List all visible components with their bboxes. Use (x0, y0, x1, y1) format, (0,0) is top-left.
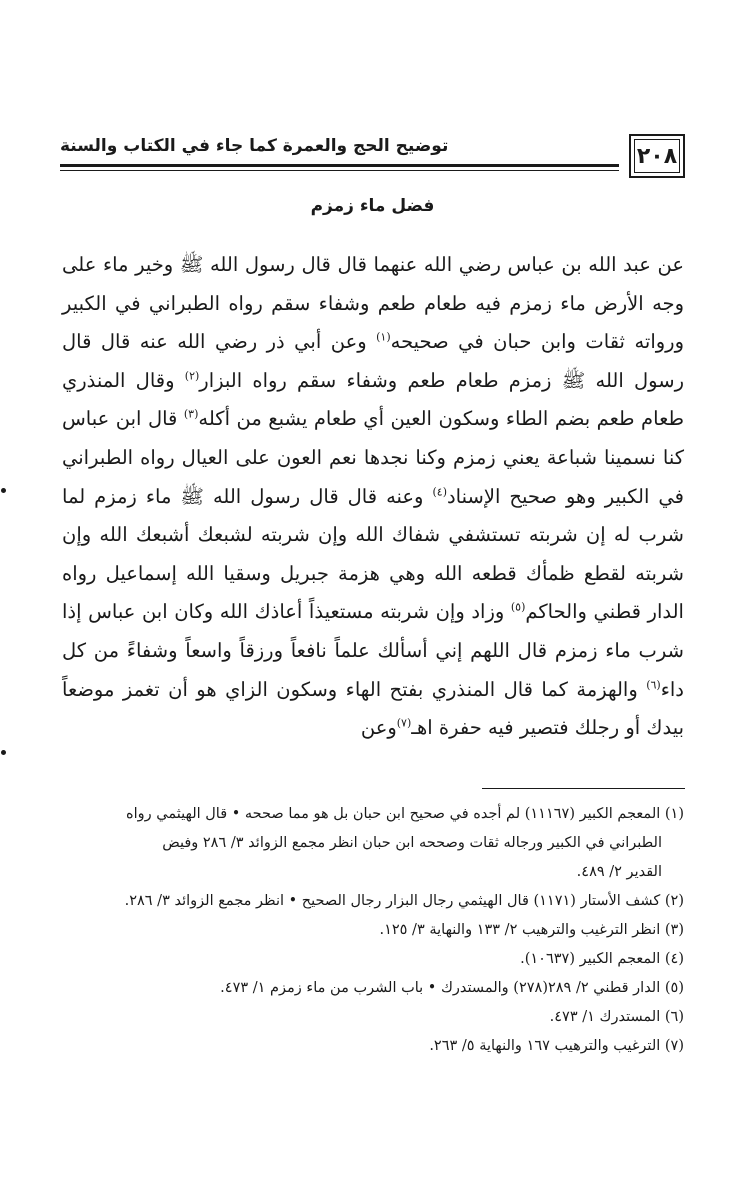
text-segment: وزاد وإن شربته مستعيذاً أعاذك الله وكان ابن عباس إذا شرب ماء زمزم قال اللهم إني أسألك علماً نافعاً ورزقاً واسعاً وشفاءً من كل داء (62, 600, 684, 701)
footnote-ref-3[interactable]: (٣) (183, 407, 199, 421)
footnote-7: (٧) الترغيب والترهيب ١٦٧ والنهاية ٥/ ٢٦٣. (429, 1038, 684, 1054)
text-segment: وعن أبي ذر رضي الله عنه قال قال رسول الله ﷺ زمزم طعام طعم وشفاء سقم رواه البزار (62, 330, 684, 392)
footnote-6: (٦) المستدرك ١/ ٤٧٣. (549, 1009, 684, 1025)
footnote-1: (١) المعجم الكبير (١١١٦٧) لم أجده في صحيح ابن حبان بل هو مما صححه • قال الهيثمي رواه (126, 806, 684, 822)
body-paragraph (62, 246, 684, 748)
running-header (60, 128, 685, 180)
footnote-ref-1[interactable]: (١) (376, 330, 391, 344)
text-segment: وعنه قال قال رسول الله ﷺ ماء زمزم لما شرب له إن شربته تستشفي شفاك الله وإن شربته لشبعك أشبعك الله وإن شربته لقطع ظمأك قطعه الله وهي هزمة جبريل وسقيا الله إسماعيل رواه الدار قطني والحاكم (62, 484, 684, 624)
footnote-1-continued: القدير ٢/ ٤٨٩. (576, 864, 662, 880)
text-segment: عن عبد الله بن عباس رضي الله عنهما قال قال رسول الله ﷺ وخير ماء على وجه الأرض ماء زمزم فيه طعام طعم وشفاء سقم رواه الطبراني في الكبير ورواته ثقات وابن حبان في صحيحه (62, 253, 684, 354)
footnote-ref-6[interactable]: (٦) (646, 678, 661, 692)
scan-mark (1, 488, 6, 493)
footnote-4: (٤) المعجم الكبير (١٠٦٣٧). (520, 951, 684, 967)
footnote-divider (482, 788, 685, 789)
footnote-5: (٥) الدار قطني ٢/ ٢٨٩(٢٧٨) والمستدرك • باب الشرب من ماء زمزم ١/ ٤٧٣. (220, 980, 684, 996)
footnote-2: (٢) كشف الأستار (١١٧١) قال الهيثمي رجال البزار رجال الصحيح • انظر مجمع الزوائد ٣/ ٢٨٦. (124, 893, 684, 909)
footnote-ref-5[interactable]: (٥) (510, 600, 526, 614)
scan-mark (1, 750, 6, 755)
text-segment: وعن (360, 716, 397, 740)
footnote-ref-2[interactable]: (٢) (184, 369, 200, 383)
page-number: ٢٠٨ (636, 143, 678, 169)
text-segment: قال ابن عباس كنا نسمينا شباعة يعني زمزم وكنا نجدها نعم العون على العيال رواه الطبراني في الكبير وهو صحيح الإسناد (62, 407, 684, 508)
text-segment: والهزمة كما قال المنذري بفتح الهاء وسكون الزاي هو أن تغمز موضعاً بيدك أو رجلك فتصير فيه حفرة اهـ (62, 677, 684, 740)
header-divider (60, 164, 619, 167)
book-title: توضيح الحج والعمرة كما جاء في الكتاب والسنة (60, 136, 449, 156)
footnote-ref-4[interactable]: (٤) (432, 485, 447, 499)
page-number-box (629, 134, 685, 178)
footnote-3: (٣) انظر الترغيب والترهيب ٢/ ١٣٣ والنهاية ٣/ ١٢٥. (379, 922, 684, 938)
footnotes (62, 800, 684, 1061)
footnote-1-continued: الطبراني في الكبير ورجاله ثقات وصححه ابن حبان انظر مجمع الزوائد ٣/ ٢٨٦ وفيض (162, 835, 662, 851)
text-segment: وقال المنذري طعام طعم بضم الطاء وسكون العين أي طعام يشبع من أكله (62, 368, 684, 431)
section-title: فضل ماء زمزم (310, 196, 435, 216)
footnote-ref-7[interactable]: (٧) (396, 716, 412, 730)
